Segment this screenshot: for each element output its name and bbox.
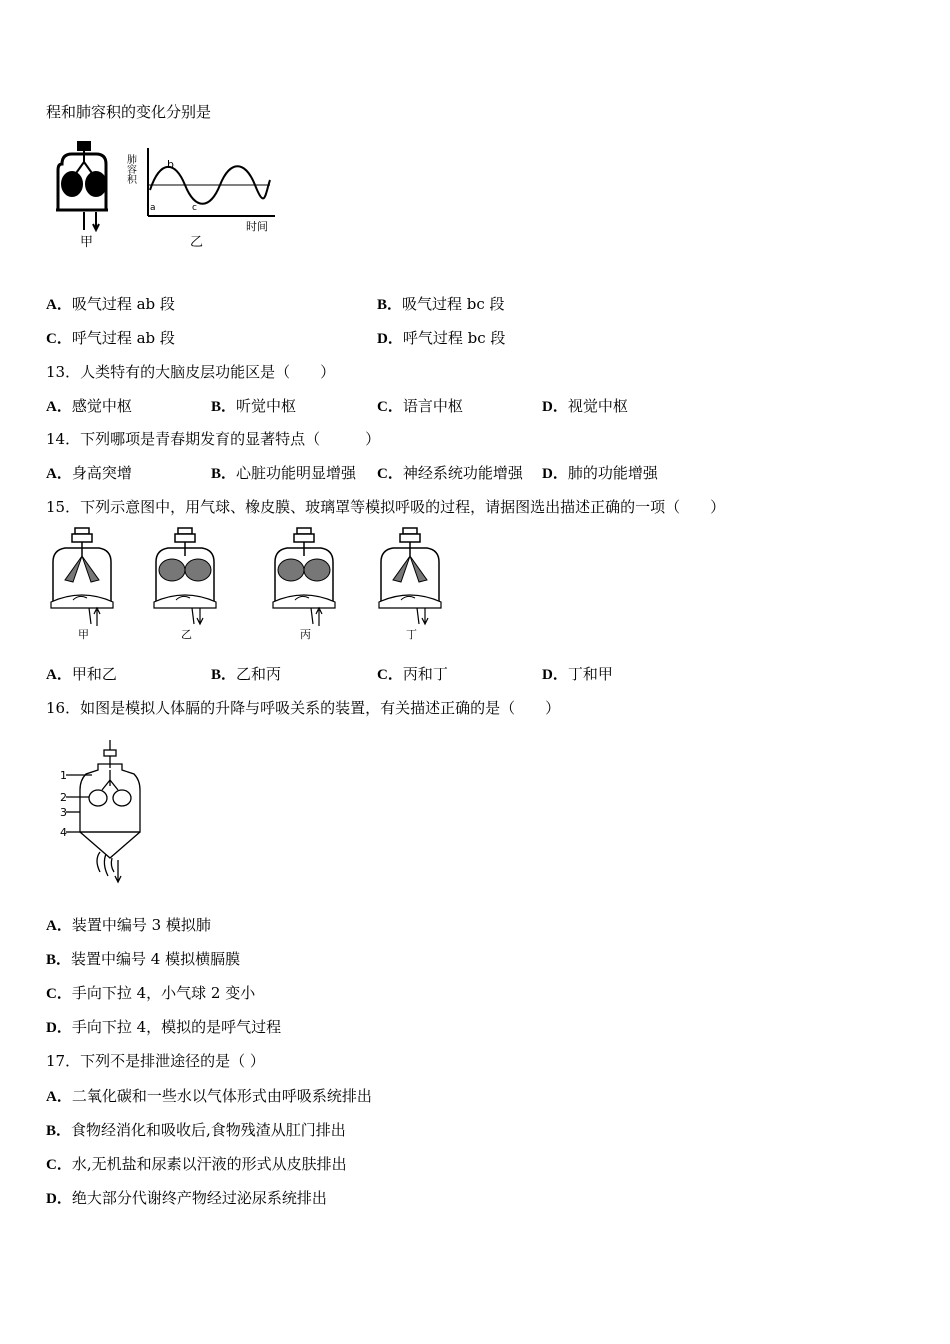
label-bing: 丙: [300, 628, 311, 641]
q12-option-a: A．吸气过程 ab 段: [46, 295, 175, 313]
q12-option-d: D．呼气过程 bc 段: [377, 329, 506, 347]
jar-bing: [273, 528, 335, 626]
point-c: c: [192, 203, 197, 213]
label-ding: 丁: [406, 628, 417, 641]
q17-option-a: A．二氧化碳和一些水以气体形式由呼吸系统排出: [46, 1087, 372, 1105]
q16-option-b: B．装置中编号 4 模拟横膈膜: [46, 950, 241, 968]
q15-option-c: C．丙和丁: [377, 665, 448, 683]
label-yi: 乙: [181, 628, 192, 641]
bell-jar-diagram: [56, 142, 108, 230]
jar-yi: [154, 528, 216, 624]
q12-option-b: B．吸气过程 bc 段: [377, 295, 505, 313]
point-a: a: [150, 203, 156, 213]
q14-option-c: C．神经系统功能增强: [377, 464, 523, 482]
q15-option-b: B．乙和丙: [211, 665, 282, 683]
q12-stem-tail: 程和肺容积的变化分别是: [46, 103, 212, 121]
q12-figure: [50, 140, 285, 260]
q15-figure: [45, 528, 445, 643]
fig-label-yi: 乙: [190, 235, 204, 250]
label-2: 2: [60, 791, 67, 804]
q16-stem: 16．如图是模拟人体膈的升降与呼吸关系的装置，有关描述正确的是（ ）: [46, 699, 561, 717]
q16-option-a: A．装置中编号 3 模拟肺: [46, 916, 211, 934]
q15-option-a: A．甲和乙: [46, 665, 117, 683]
q16-option-d: D．手向下拉 4，模拟的是呼气过程: [46, 1018, 282, 1036]
q13-option-d: D．视觉中枢: [542, 397, 628, 415]
q17-option-d: D．绝大部分代谢终产物经过泌尿系统排出: [46, 1189, 327, 1207]
q13-option-a: A．感觉中枢: [46, 397, 132, 415]
axis-x-label: 时间: [246, 220, 268, 233]
q14-option-a: A．身高突增: [46, 464, 132, 482]
axis-y-label: 肺容积: [124, 154, 136, 184]
point-b: b: [167, 158, 174, 171]
q15-option-d: D．丁和甲: [542, 665, 613, 683]
label-jia: 甲: [78, 628, 89, 641]
label-3: 3: [60, 806, 67, 819]
q13-option-c: C．语言中枢: [377, 397, 463, 415]
q16-option-c: C．手向下拉 4，小气球 2 变小: [46, 984, 256, 1002]
q15-stem: 15．下列示意图中，用气球、橡皮膜、玻璃罩等模拟呼吸的过程，请据图选出描述正确的一项（ ）: [46, 498, 726, 516]
label-4: 4: [60, 826, 67, 839]
q17-option-b: B．食物经消化和吸收后,食物残渣从肛门排出: [46, 1121, 346, 1139]
q13-option-b: B．听觉中枢: [211, 397, 297, 415]
jar-ding: [379, 528, 441, 624]
q17-stem: 17．下列不是排泄途径的是（ ）: [46, 1052, 265, 1070]
label-1: 1: [60, 769, 67, 782]
fig-label-jia: 甲: [80, 235, 94, 250]
q14-option-b: B．心脏功能明显增强: [211, 464, 357, 482]
q16-figure: [60, 740, 160, 890]
q14-stem: 14．下列哪项是青春期发育的显著特点（ ）: [46, 430, 381, 448]
q12-option-c: C．呼气过程 ab 段: [46, 329, 175, 347]
q13-stem: 13．人类特有的大脑皮层功能区是（ ）: [46, 363, 336, 381]
q14-option-d: D．肺的功能增强: [542, 464, 658, 482]
jar-jia: [51, 528, 113, 626]
q17-option-c: C．水,无机盐和尿素以汗液的形式从皮肤排出: [46, 1155, 347, 1173]
